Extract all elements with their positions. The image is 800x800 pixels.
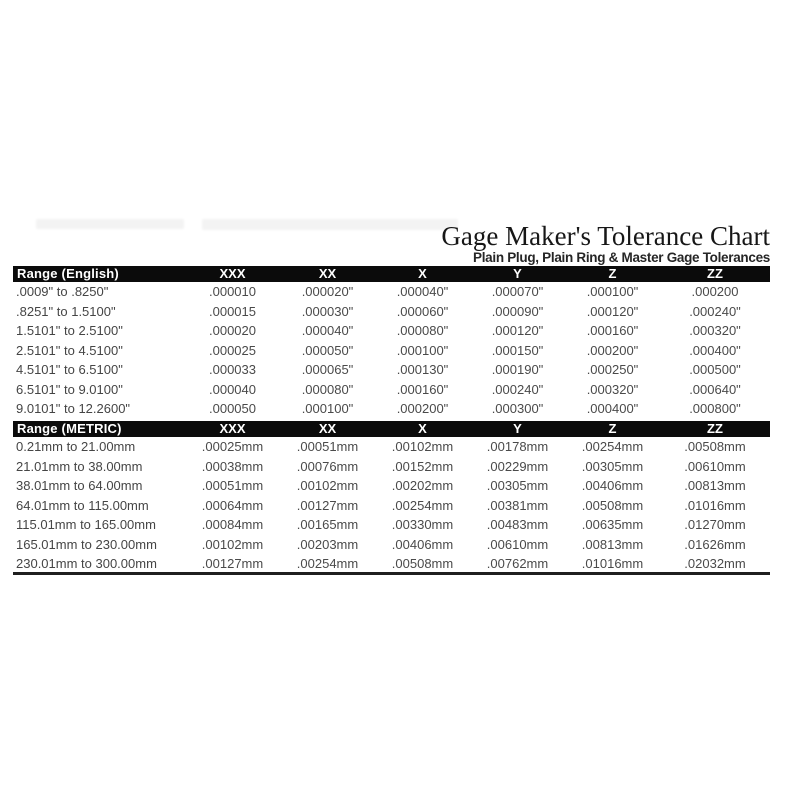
range-cell: 4.5101" to 6.5100" [16,362,123,378]
metric-header-row [13,421,770,437]
value-cell: .000100" [301,401,354,417]
metric-col-xx: XX [280,421,375,437]
value-cell: .000100" [586,284,639,300]
value-cell: .000320" [586,381,639,397]
value-cell: .00305mm [486,478,549,494]
english-tolerance-table [13,266,770,419]
table-row [13,496,770,516]
value-cell: .000120" [586,303,639,319]
value-cell: .000160" [586,323,639,339]
value-cell: .000150" [491,342,544,358]
value-cell: .00102mm [296,478,359,494]
value-cell: .00813mm [581,536,644,552]
value-cell: .000020 [209,323,256,339]
range-cell: 115.01mm to 165.00mm [16,517,156,533]
value-cell: .00102mm [201,536,264,552]
range-cell: 21.01mm to 38.00mm [16,458,143,474]
metric-range-header: Range (METRIC) [13,421,185,437]
value-cell: .000800" [689,401,741,417]
table-row [13,360,770,380]
range-cell: 2.5101" to 4.5100" [16,342,123,358]
value-cell: .000025 [209,342,256,358]
range-cell: 230.01mm to 300.00mm [16,555,157,571]
table-row [13,476,770,496]
value-cell: .00610mm [486,536,549,552]
value-cell: .000060" [396,303,449,319]
value-cell: .00038mm [201,458,264,474]
value-cell: .00178mm [486,439,549,455]
range-cell: 0.21mm to 21.00mm [16,439,136,455]
range-cell: 64.01mm to 115.00mm [16,497,149,513]
value-cell: .000080" [301,381,354,397]
value-cell: .000200 [691,284,739,300]
value-cell: .000080" [396,323,449,339]
english-header-row [13,266,770,282]
value-cell: .00762mm [486,555,549,571]
value-cell: .000040 [209,381,256,397]
value-cell: .00076mm [296,458,359,474]
value-cell: .00127mm [201,555,264,571]
value-cell: .00254mm [296,555,359,571]
value-cell: .01270mm [684,517,746,533]
value-cell: .00165mm [296,517,359,533]
value-cell: .00025mm [201,439,264,455]
table-row [13,399,770,419]
value-cell: .00305mm [581,458,644,474]
table-row [13,341,770,361]
value-cell: .000400" [689,342,741,358]
value-cell: .000070" [491,284,544,300]
table-row [13,515,770,535]
metric-col-z: Z [565,421,660,437]
value-cell: .000010 [209,284,256,300]
value-cell: .000200" [586,342,639,358]
value-cell: .000240" [689,303,741,319]
value-cell: .000200" [396,401,449,417]
value-cell: .01016mm [581,555,644,571]
metric-tolerance-table [13,421,770,575]
table-row [13,535,770,555]
value-cell: .00127mm [296,497,359,513]
value-cell: .000130" [396,362,449,378]
value-cell: .00508mm [391,555,454,571]
value-cell: .000500" [689,362,741,378]
document-header [13,221,770,265]
range-cell: 165.01mm to 230.00mm [16,536,157,552]
table-row [13,282,770,302]
value-cell: .00635mm [581,517,644,533]
value-cell: .000100" [396,342,449,358]
value-cell: .000300" [491,401,544,417]
english-col-y: Y [470,266,565,282]
value-cell: .000015 [209,303,256,319]
page-subtitle: Plain Plug, Plain Ring & Master Gage Tolerances [473,250,770,265]
range-cell: .0009" to .8250" [16,284,109,300]
value-cell: .000190" [491,362,544,378]
english-col-xxx: XXX [185,266,280,282]
value-cell: .02032mm [684,555,746,571]
table-row [13,554,770,574]
value-cell: .00064mm [201,497,264,513]
value-cell: .000040" [396,284,449,300]
value-cell: .000320" [689,323,741,339]
value-cell: .00483mm [486,517,549,533]
english-col-xx: XX [280,266,375,282]
value-cell: .000250" [586,362,639,378]
value-cell: .00610mm [684,458,746,474]
value-cell: .00152mm [391,458,454,474]
value-cell: .000090" [491,303,544,319]
metric-col-y: Y [470,421,565,437]
value-cell: .00084mm [201,517,264,533]
value-cell: .01016mm [684,497,746,513]
range-cell: 1.5101" to 2.5100" [16,323,123,339]
value-cell: .00254mm [391,497,454,513]
metric-col-x: X [375,421,470,437]
value-cell: .000030" [301,303,354,319]
value-cell: .00051mm [296,439,359,455]
english-col-z: Z [565,266,660,282]
value-cell: .00508mm [581,497,644,513]
metric-col-zz: ZZ [660,421,770,437]
value-cell: .000050 [209,401,256,417]
value-cell: .000160" [396,381,449,397]
value-cell: .00102mm [391,439,454,455]
page-title: Gage Maker's Tolerance Chart [441,221,770,251]
value-cell: .000065" [301,362,354,378]
range-cell: 6.5101" to 9.0100" [16,381,123,397]
table-row [13,457,770,477]
value-cell: .00051mm [201,478,264,494]
value-cell: .00330mm [391,517,454,533]
value-cell: .000033 [209,362,256,378]
metric-col-xxx: XXX [185,421,280,437]
value-cell: .00254mm [581,439,644,455]
english-range-header: Range (English) [13,266,185,282]
value-cell: .01626mm [684,536,746,552]
english-col-x: X [375,266,470,282]
value-cell: .000040" [301,323,354,339]
table-row [13,302,770,322]
value-cell: .00202mm [391,478,454,494]
value-cell: .00381mm [486,497,549,513]
value-cell: .00508mm [684,439,746,455]
range-cell: 9.0101" to 12.2600" [16,401,131,417]
value-cell: .000400" [586,401,639,417]
table-row [13,321,770,341]
value-cell: .000640" [689,381,741,397]
value-cell: .000120" [491,323,544,339]
value-cell: .000050" [301,342,354,358]
value-cell: .00203mm [296,536,359,552]
value-cell: .00813mm [684,478,746,494]
value-cell: .00406mm [581,478,644,494]
table-row [13,437,770,457]
range-cell: .8251" to 1.5100" [16,303,116,319]
english-col-zz: ZZ [660,266,770,282]
table-row [13,380,770,400]
value-cell: .000240" [491,381,544,397]
range-cell: 38.01mm to 64.00mm [16,478,143,494]
value-cell: .00406mm [391,536,454,552]
value-cell: .000020" [301,284,354,300]
value-cell: .00229mm [486,458,549,474]
